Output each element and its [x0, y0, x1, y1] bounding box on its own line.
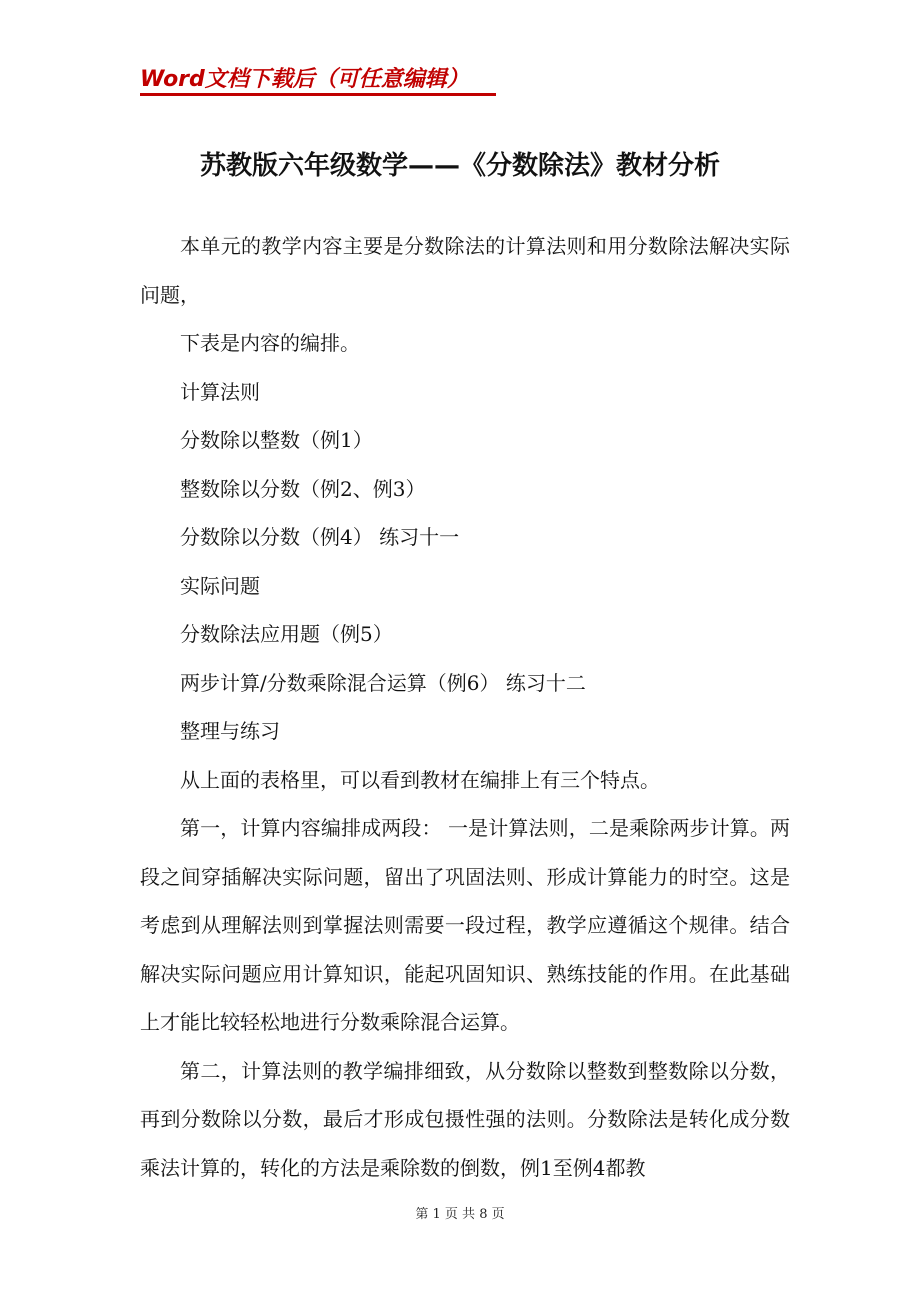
paragraph: 整理与练习 [180, 719, 280, 743]
paragraph: 两步计算/分数乘除混合运算（例6） 练习十二 [180, 670, 586, 695]
paragraph: 分数除以分数（例4） 练习十一 [180, 525, 460, 549]
paragraph: 分数除法应用题（例5） [180, 622, 393, 646]
document-title: 苏教版六年级数学——《分数除法》教材分析 [199, 151, 720, 181]
header-underline [140, 93, 496, 96]
paragraph: 第二，计算法则的教学编排细致，从分数除以整数到整数除以分数，再到分数除以分数，最后才形成包摄性强的法则。分数除法是转化成分数乘法计算的，转化的方法是乘除数的倒数，例1至例4都教 [140, 1058, 790, 1180]
paragraph: 计算法则 [180, 379, 260, 404]
page-footer: 第 1 页 共 8 页 [415, 1207, 505, 1222]
paragraph: 从上面的表格里，可以看到教材在编排上有三个特点。 [180, 767, 660, 792]
paragraph: 实际问题 [180, 573, 260, 598]
paragraph: 下表是内容的编排。 [180, 331, 360, 355]
paragraph: 第一，计算内容编排成两段： 一是计算法则，二是乘除两步计算。两段之间穿插解决实际问题，留出了巩固法则、形成计算能力的时空。这是考虑到从理解法则到掌握法则需要一段过程，教学应遵循这个规律。结合解决实际问题应用计算知识，能起巩固知识、熟练技能的作用。在此基础上才能比较轻松地进行分数乘除混合运算。 [140, 816, 790, 1034]
paragraph: 分数除以整数（例1） [180, 428, 373, 452]
document-body [140, 222, 790, 1192]
header-watermark: Word文档下载后（可任意编辑） [140, 67, 469, 92]
paragraph: 本单元的教学内容主要是分数除法的计算法则和用分数除法解决实际问题， [140, 234, 790, 307]
paragraph: 整数除以分数（例2、例3） [180, 476, 426, 501]
